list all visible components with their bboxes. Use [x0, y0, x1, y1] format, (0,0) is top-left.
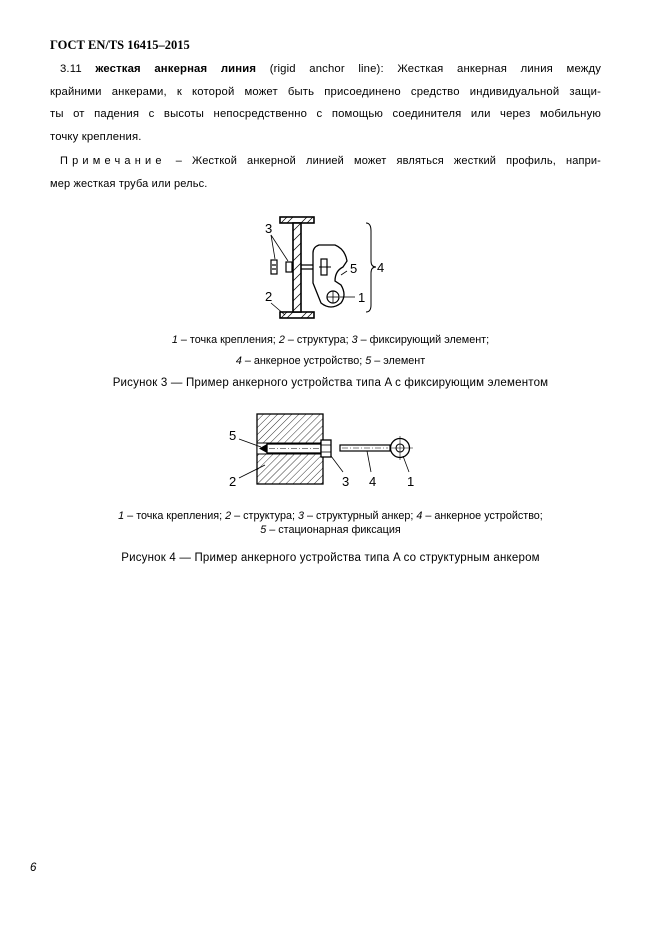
fig3-label-1: 1	[358, 290, 366, 305]
fig3-label-5: 5	[350, 261, 358, 276]
clamp-fixing-element	[271, 260, 292, 274]
fig4-label-5: 5	[229, 428, 237, 443]
figure-3-title: Рисунок 3 — Пример анкерного устройства типа A с фиксирующим элементом	[112, 377, 549, 389]
clause-line-1: (rigid anchor line): Жесткая анкерная линия между	[269, 63, 602, 75]
fig3-legend-line-1: 1 – точка крепления; 2 – структура; 3 – фиксирующий элемент;	[171, 334, 490, 346]
structural-anchor-head	[321, 440, 331, 457]
fig4-label-2: 2	[229, 474, 237, 489]
note-label: Примечание	[60, 155, 166, 167]
note-paragraph	[50, 150, 601, 195]
fig4-label-1: 1	[407, 474, 415, 489]
fig3-label-3: 3	[265, 221, 273, 236]
figure-4-drawing	[225, 410, 425, 490]
fig4-legend-line-1: 1 – точка крепления; 2 – структура; 3 – структурный анкер; 4 – анкерное устройство;	[118, 510, 543, 522]
fig4-label-4: 4	[369, 474, 377, 489]
clause-line-3: ты от падения с высоты непосредственно с помощью соединителя или через мобильную	[50, 108, 601, 120]
clause-line-2: крайними анкерами, к которой может быть присоединено средство индивидуальной защи-	[50, 85, 601, 98]
page-number: 6	[30, 862, 37, 874]
i-beam-structure	[280, 217, 314, 318]
note-line-1: – Жесткой анкерной линией может являться жесткий профиль, напри-	[175, 155, 601, 167]
clause-line-4: точку крепления.	[50, 130, 142, 143]
fig4-label-3: 3	[342, 474, 350, 489]
fig4-legend-line-2: 5 – стационарная фиксация	[260, 524, 401, 536]
fig3-legend-line-2: 4 – анкерное устройство; 5 – элемент	[235, 355, 426, 367]
fig3-label-2: 2	[265, 289, 273, 304]
note-line-2: мер жесткая труба или рельс.	[50, 177, 208, 190]
figure-4-title: Рисунок 4 — Пример анкерного устройства типа A со структурным анкером	[121, 552, 540, 564]
fig3-label-4: 4	[377, 260, 385, 275]
figure-3-drawing	[255, 205, 395, 330]
document-header: ГОСТ EN/TS 16415–2015	[50, 38, 190, 52]
clause-term: жесткая анкерная линия	[95, 63, 257, 75]
clause-paragraph	[50, 58, 601, 148]
clause-number: 3.11	[60, 63, 82, 75]
